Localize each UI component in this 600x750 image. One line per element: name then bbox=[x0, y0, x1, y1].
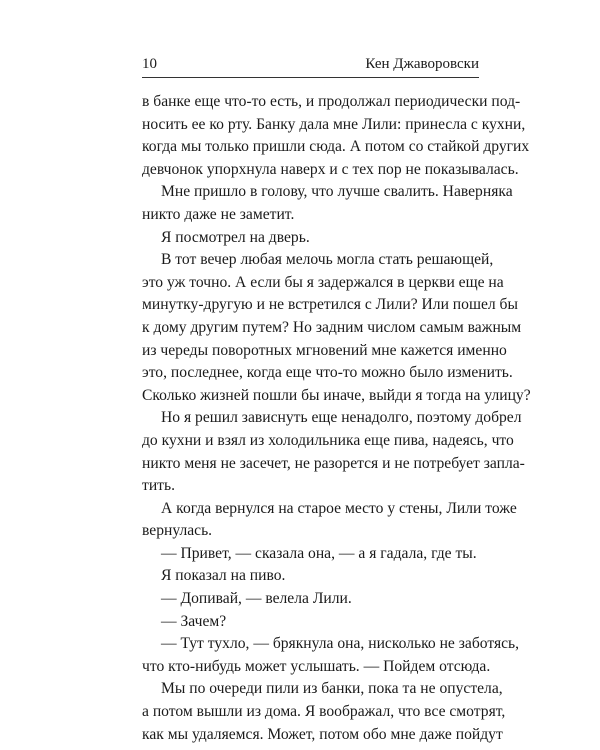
running-head bbox=[142, 53, 479, 75]
text-line: — Тут тухло, — брякнула она, нисколько не заботясь, bbox=[161, 635, 520, 653]
text-line: Я посмотрел на дверь. bbox=[161, 228, 310, 246]
text-line: вернулась. bbox=[142, 522, 213, 540]
text-line: никто меня не засечет, не разорется и не потребует запла- bbox=[142, 454, 525, 472]
text-line: никто даже не заметит. bbox=[142, 205, 295, 223]
text-line: Сколько жизней пошли бы иначе, выйди я тогда на улицу? bbox=[142, 386, 531, 404]
text-line: А когда вернулся на старое место у стены, Лили тоже bbox=[161, 499, 517, 517]
text-line: — Привет, — сказала она, — а я гадала, где ты. bbox=[161, 544, 477, 562]
text-line: из череды поворотных мгновений мне кажется именно bbox=[142, 341, 507, 359]
author-name: Кен Джаворовски bbox=[365, 56, 479, 72]
text-line: Но я решил зависнуть еще ненадолго, поэтому добрел bbox=[161, 409, 522, 427]
text-line: В тот вечер любая мелочь могла стать решающей, bbox=[161, 251, 494, 269]
text-line: — Зачем? bbox=[161, 612, 227, 630]
text-line: носить ее ко рту. Банку дала мне Лили: принесла с кухни, bbox=[142, 115, 526, 133]
text-line: Я показал на пиво. bbox=[161, 567, 286, 585]
text-line: Мне пришло в голову, что лучше свалить. Наверняка bbox=[161, 183, 513, 201]
text-line: тить. bbox=[142, 477, 175, 495]
text-line: это уж точно. А если бы я задержался в церкви еще на bbox=[142, 273, 504, 291]
text-line: когда мы только пришли сюда. А потом со стайкой других bbox=[142, 138, 530, 156]
text-line: до кухни и взял из холодильника еще пива, надеясь, что bbox=[142, 431, 514, 449]
text-line: как мы удаляемся. Может, потом обо мне даже пойдут bbox=[142, 725, 503, 743]
page-number: 10 bbox=[142, 56, 157, 72]
text-line: девчонок упорхнула наверх и с тех пор не показывалась. bbox=[142, 160, 519, 178]
text-line: в банке еще что-то есть, и продолжал периодически под- bbox=[142, 93, 521, 110]
text-line: к дому другим путем? Но задним числом самым важным bbox=[142, 318, 522, 336]
text-line: минутку-другую и не встретился с Лили? Или пошел бы bbox=[142, 296, 518, 314]
text-line: — Допивай, — велела Лили. bbox=[161, 590, 352, 608]
text-line: это, последнее, когда еще что-то можно было изменить. bbox=[142, 364, 513, 382]
text-line: что кто-нибудь может услышать. — Пойдем отсюда. bbox=[142, 657, 491, 675]
text-line: Мы по очереди пили из банки, пока та не опустела, bbox=[161, 680, 503, 698]
text-line: а потом вышли из дома. Я воображал, что все смотрят, bbox=[142, 703, 506, 721]
header-rule bbox=[142, 77, 479, 78]
body-text bbox=[142, 91, 531, 746]
